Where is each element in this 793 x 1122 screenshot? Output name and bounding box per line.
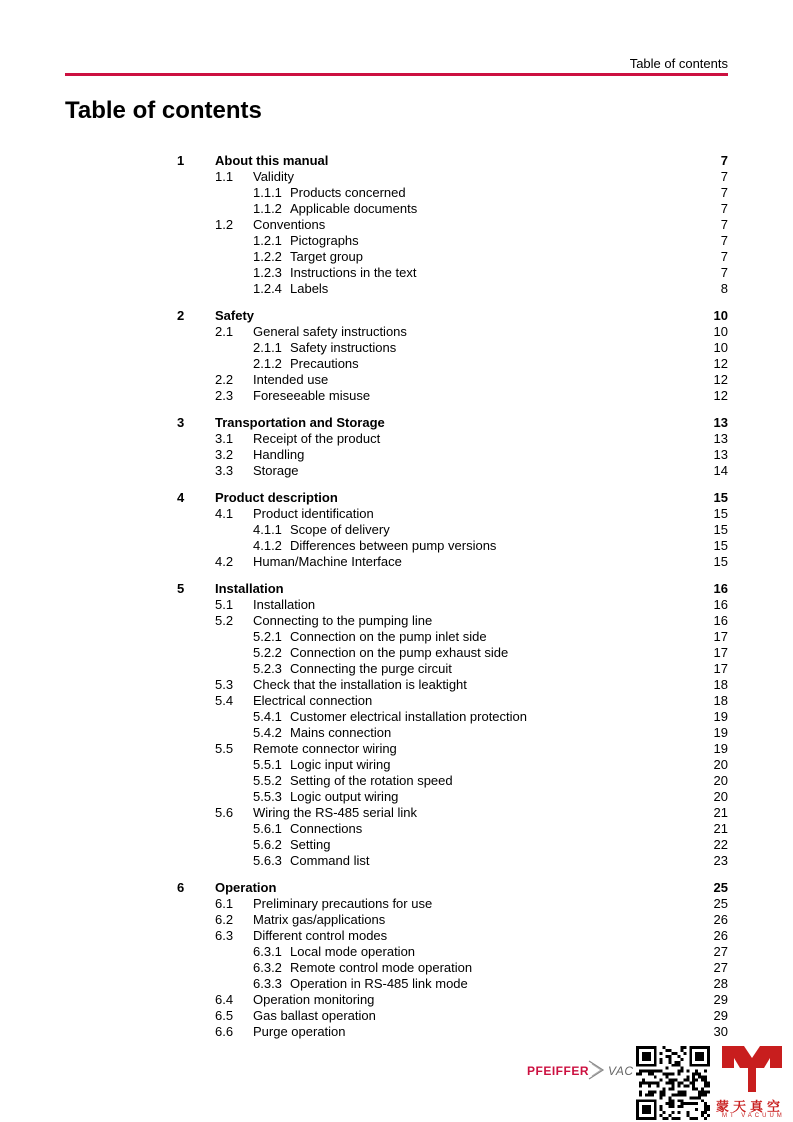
- toc-subsection-row[interactable]: [0, 201, 793, 217]
- toc-entry-page: 13: [713, 447, 728, 462]
- toc-chapter-row[interactable]: [0, 415, 793, 431]
- toc-entry-page: 25: [713, 896, 728, 911]
- toc-entry-number: 2.1.2: [253, 356, 282, 371]
- toc-entry-number: 5.2.3: [253, 661, 282, 676]
- toc-entry-page: 7: [720, 201, 728, 216]
- toc-subsection-row[interactable]: [0, 340, 793, 356]
- toc-entry-number: 6.2: [215, 912, 234, 927]
- toc-subsection-row[interactable]: [0, 853, 793, 869]
- toc-subsection-row[interactable]: [0, 645, 793, 661]
- toc-entry-title: Human/Machine Interface: [253, 554, 402, 569]
- toc-entry-number: 5.6.1: [253, 821, 282, 836]
- toc-subsection-row[interactable]: [0, 773, 793, 789]
- toc-entry-title: Installation: [253, 597, 316, 612]
- toc-subsection-row[interactable]: [0, 661, 793, 677]
- toc-entry-page: 8: [720, 281, 728, 296]
- toc-entry-number: 5.5.3: [253, 789, 282, 804]
- toc-entry-title: Customer electrical installation protection: [290, 709, 527, 724]
- toc-entry-page: 10: [713, 324, 728, 339]
- toc-entry-title: Connecting to the pumping line: [253, 613, 433, 628]
- toc-chapter-row[interactable]: [0, 880, 793, 896]
- toc-entry-title: Installation: [215, 581, 284, 596]
- toc-entry-page: 21: [713, 821, 728, 836]
- toc-entry-title: Validity: [253, 169, 294, 184]
- toc-subsection-row[interactable]: [0, 789, 793, 805]
- toc-entry-number: 5.2: [215, 613, 234, 628]
- toc-entry-title: Connection on the pump inlet side: [290, 629, 487, 644]
- toc-entry-page: 17: [713, 629, 728, 644]
- toc-entry-page: 7: [720, 265, 728, 280]
- toc-entry-title: Transportation and Storage: [215, 415, 385, 430]
- pfeiffer-arrow-icon: [588, 1059, 606, 1081]
- toc-entry-page: 22: [713, 837, 728, 852]
- toc-entry-title: Product description: [215, 490, 338, 505]
- toc-section-row[interactable]: [0, 928, 793, 944]
- toc-chapter: [0, 308, 793, 404]
- toc-subsection-row[interactable]: [0, 538, 793, 554]
- toc-entry-title: Labels: [290, 281, 329, 296]
- toc-entry-title: Logic input wiring: [290, 757, 391, 772]
- toc-entry-title: Check that the installation is leaktight: [253, 677, 467, 692]
- toc-subsection-row[interactable]: [0, 725, 793, 741]
- toc-entry-number: 6.6: [215, 1024, 234, 1039]
- toc-section-row[interactable]: [0, 169, 793, 185]
- toc-entry-page: 17: [713, 645, 728, 660]
- toc-entry-title: Wiring the RS-485 serial link: [253, 805, 418, 820]
- toc-entry-number: 5.3: [215, 677, 234, 692]
- toc-section-row[interactable]: [0, 741, 793, 757]
- toc-entry-number: 5.4: [215, 693, 234, 708]
- toc-entry-title: Safety instructions: [290, 340, 397, 355]
- toc-subsection-row[interactable]: [0, 837, 793, 853]
- header-rule: [65, 73, 728, 76]
- toc-entry-page: 10: [713, 308, 728, 323]
- toc-chapter: [0, 490, 793, 570]
- mt-vacuum-logo-icon: [720, 1044, 784, 1094]
- toc-subsection-row[interactable]: [0, 629, 793, 645]
- toc-entry-number: 5.5: [215, 741, 234, 756]
- toc-entry-page: 7: [720, 169, 728, 184]
- toc-entry-page: 12: [713, 372, 728, 387]
- toc-entry-title: Products concerned: [290, 185, 406, 200]
- toc-entry-number: 2.1.1: [253, 340, 282, 355]
- toc-section-row[interactable]: [0, 1008, 793, 1024]
- toc-entry-title: Purge operation: [253, 1024, 346, 1039]
- toc-entry-title: Conventions: [253, 217, 326, 232]
- toc-entry-title: Operation: [215, 880, 277, 895]
- toc-entry-title: Instructions in the text: [290, 265, 417, 280]
- toc-entry-page: 15: [713, 506, 728, 521]
- toc-entry-page: 25: [713, 880, 728, 895]
- toc-entry-number: 5.6.3: [253, 853, 282, 868]
- toc-entry-title: Target group: [290, 249, 363, 264]
- toc-entry-number: 3.1: [215, 431, 234, 446]
- toc-section-row[interactable]: [0, 431, 793, 447]
- toc-entry-number: 6: [177, 880, 185, 895]
- toc-entry-number: 5.5.2: [253, 773, 282, 788]
- toc-chapter-row[interactable]: [0, 308, 793, 324]
- toc-entry-number: 2.1: [215, 324, 234, 339]
- toc-entry-number: 5.4.1: [253, 709, 282, 724]
- toc-entry-page: 16: [713, 597, 728, 612]
- toc-entry-page: 21: [713, 805, 728, 820]
- toc-entry-number: 1.2.3: [253, 265, 282, 280]
- pfeiffer-vacuum-text: VAC: [608, 1064, 634, 1078]
- toc-entry-title: Pictographs: [290, 233, 359, 248]
- toc-entry-number: 3.2: [215, 447, 234, 462]
- toc-entry-number: 6.5: [215, 1008, 234, 1023]
- toc-entry-number: 1.2.1: [253, 233, 282, 248]
- toc-entry-title: About this manual: [215, 153, 329, 168]
- toc-section-row[interactable]: [0, 388, 793, 404]
- toc-chapter: [0, 581, 793, 869]
- toc-subsection-row[interactable]: [0, 944, 793, 960]
- toc-subsection-row[interactable]: [0, 960, 793, 976]
- toc-entry-page: 27: [713, 960, 728, 975]
- toc-section-row[interactable]: [0, 372, 793, 388]
- toc-entry-page: 19: [713, 725, 728, 740]
- toc-entry-number: 6.1: [215, 896, 234, 911]
- toc-entry-page: 27: [713, 944, 728, 959]
- toc-subsection-row[interactable]: [0, 265, 793, 281]
- toc-entry-title: Setting of the rotation speed: [290, 773, 453, 788]
- toc-entry-number: 2.2: [215, 372, 234, 387]
- toc-entry-title: Storage: [253, 463, 299, 478]
- toc-subsection-row[interactable]: [0, 976, 793, 992]
- toc-entry-number: 4.2: [215, 554, 234, 569]
- toc-chapter: [0, 880, 793, 1040]
- toc-entry-page: 29: [713, 992, 728, 1007]
- toc-entry-page: 26: [713, 928, 728, 943]
- toc-entry-title: Operation in RS-485 link mode: [290, 976, 468, 991]
- toc-entry-number: 1: [177, 153, 185, 168]
- toc-section-row[interactable]: [0, 506, 793, 522]
- toc-subsection-row[interactable]: [0, 281, 793, 297]
- toc-entry-page: 29: [713, 1008, 728, 1023]
- toc-entry-number: 3.3: [215, 463, 234, 478]
- toc-entry-title: Matrix gas/applications: [253, 912, 386, 927]
- toc-entry-page: 12: [713, 356, 728, 371]
- toc-subsection-row[interactable]: [0, 356, 793, 372]
- toc-subsection-row[interactable]: [0, 709, 793, 725]
- toc-entry-page: 20: [713, 789, 728, 804]
- toc-entry-page: 13: [713, 415, 728, 430]
- toc-entry-page: 12: [713, 388, 728, 403]
- toc-entry-title: Gas ballast operation: [253, 1008, 376, 1023]
- toc-entry-page: 17: [713, 661, 728, 676]
- toc-entry-number: 6.3: [215, 928, 234, 943]
- qr-code-icon: [636, 1046, 710, 1120]
- toc-entry-title: Local mode operation: [290, 944, 416, 959]
- toc-entry-number: 6.3.3: [253, 976, 282, 991]
- toc-entry-title: Connections: [290, 821, 363, 836]
- toc-entry-title: Preliminary precautions for use: [253, 896, 433, 911]
- toc-entry-page: 7: [720, 249, 728, 264]
- toc-chapter: [0, 153, 793, 297]
- toc-entry-number: 4.1.1: [253, 522, 282, 537]
- table-of-contents: [0, 153, 793, 1051]
- toc-entry-title: Precautions: [290, 356, 359, 371]
- toc-entry-number: 5.2.2: [253, 645, 282, 660]
- toc-section-row[interactable]: [0, 554, 793, 570]
- toc-entry-page: 16: [713, 581, 728, 596]
- toc-entry-number: 5.6.2: [253, 837, 282, 852]
- toc-entry-number: 5.5.1: [253, 757, 282, 772]
- toc-entry-number: 1.2.2: [253, 249, 282, 264]
- toc-entry-number: 5: [177, 581, 185, 596]
- toc-entry-title: Connecting the purge circuit: [290, 661, 452, 676]
- toc-entry-page: 15: [713, 554, 728, 569]
- toc-entry-page: 19: [713, 741, 728, 756]
- mt-vacuum-logo-chinese: 蒙天真空: [716, 1099, 785, 1114]
- toc-entry-number: 2.3: [215, 388, 234, 403]
- toc-section-row[interactable]: [0, 447, 793, 463]
- toc-entry-title: Product identification: [253, 506, 374, 521]
- toc-entry-page: 16: [713, 613, 728, 628]
- toc-entry-title: Scope of delivery: [290, 522, 390, 537]
- toc-entry-title: Foreseeable misuse: [253, 388, 371, 403]
- page-title: Table of contents: [65, 97, 262, 124]
- toc-section-row[interactable]: [0, 324, 793, 340]
- pfeiffer-logo: PFEIFFER: [527, 1064, 590, 1078]
- toc-entry-page: 7: [720, 153, 728, 168]
- toc-entry-page: 20: [713, 757, 728, 772]
- toc-subsection-row[interactable]: [0, 249, 793, 265]
- toc-entry-page: 7: [720, 217, 728, 232]
- toc-chapter: [0, 415, 793, 479]
- running-header: Table of contents: [629, 56, 728, 71]
- toc-entry-number: 4: [177, 490, 185, 505]
- toc-entry-page: 15: [713, 522, 728, 537]
- toc-section-row[interactable]: [0, 677, 793, 693]
- toc-entry-title: Electrical connection: [253, 693, 373, 708]
- toc-section-row[interactable]: [0, 613, 793, 629]
- toc-entry-page: 23: [713, 853, 728, 868]
- toc-entry-page: 28: [713, 976, 728, 991]
- toc-entry-title: Remote connector wiring: [253, 741, 397, 756]
- toc-entry-number: 6.3.1: [253, 944, 282, 959]
- toc-entry-page: 15: [713, 490, 728, 505]
- toc-entry-number: 4.1: [215, 506, 234, 521]
- toc-entry-number: 1.2.4: [253, 281, 282, 296]
- toc-entry-number: 1.1: [215, 169, 234, 184]
- toc-entry-number: 5.4.2: [253, 725, 282, 740]
- toc-chapter-row[interactable]: [0, 490, 793, 506]
- toc-subsection-row[interactable]: [0, 821, 793, 837]
- toc-entry-number: 1.1.1: [253, 185, 282, 200]
- toc-chapter-row[interactable]: [0, 581, 793, 597]
- toc-entry-title: Operation monitoring: [253, 992, 375, 1007]
- toc-entry-title: Logic output wiring: [290, 789, 399, 804]
- toc-entry-page: 26: [713, 912, 728, 927]
- toc-entry-page: 18: [713, 677, 728, 692]
- toc-entry-page: 15: [713, 538, 728, 553]
- toc-entry-title: Intended use: [253, 372, 329, 387]
- toc-entry-number: 2: [177, 308, 185, 323]
- toc-entry-number: 5.2.1: [253, 629, 282, 644]
- toc-section-row[interactable]: [0, 912, 793, 928]
- toc-entry-page: 18: [713, 693, 728, 708]
- toc-entry-title: Setting: [290, 837, 331, 852]
- toc-entry-page: 7: [720, 233, 728, 248]
- toc-entry-page: 13: [713, 431, 728, 446]
- toc-entry-title: Mains connection: [290, 725, 392, 740]
- toc-entry-number: 6.3.2: [253, 960, 282, 975]
- toc-subsection-row[interactable]: [0, 233, 793, 249]
- toc-entry-title: Command list: [290, 853, 370, 868]
- toc-entry-number: 1.1.2: [253, 201, 282, 216]
- toc-chapter-row[interactable]: [0, 153, 793, 169]
- toc-entry-title: Receipt of the product: [253, 431, 381, 446]
- toc-section-row[interactable]: [0, 992, 793, 1008]
- mt-vacuum-logo-english: MT VACUUM: [722, 1113, 785, 1119]
- toc-entry-page: 19: [713, 709, 728, 724]
- toc-entry-title: Handling: [253, 447, 305, 462]
- toc-entry-page: 10: [713, 340, 728, 355]
- toc-entry-title: Safety: [215, 308, 255, 323]
- toc-entry-number: 6.4: [215, 992, 234, 1007]
- footer: [0, 1040, 793, 1122]
- toc-entry-page: 14: [713, 463, 728, 478]
- toc-entry-title: Remote control mode operation: [290, 960, 473, 975]
- toc-section-row[interactable]: [0, 896, 793, 912]
- toc-subsection-row[interactable]: [0, 522, 793, 538]
- toc-section-row[interactable]: [0, 693, 793, 709]
- toc-subsection-row[interactable]: [0, 757, 793, 773]
- toc-entry-title: Differences between pump versions: [290, 538, 497, 553]
- toc-entry-page: 30: [713, 1024, 728, 1039]
- toc-section-row[interactable]: [0, 597, 793, 613]
- toc-section-row[interactable]: [0, 1024, 793, 1040]
- toc-entry-page: 7: [720, 185, 728, 200]
- toc-subsection-row[interactable]: [0, 185, 793, 201]
- toc-section-row[interactable]: [0, 217, 793, 233]
- toc-entry-number: 3: [177, 415, 185, 430]
- toc-entry-title: Different control modes: [253, 928, 388, 943]
- toc-section-row[interactable]: [0, 805, 793, 821]
- toc-entry-number: 5.1: [215, 597, 234, 612]
- toc-entry-number: 5.6: [215, 805, 234, 820]
- toc-entry-title: General safety instructions: [253, 324, 407, 339]
- toc-entry-number: 4.1.2: [253, 538, 282, 553]
- toc-section-row[interactable]: [0, 463, 793, 479]
- toc-entry-page: 20: [713, 773, 728, 788]
- toc-entry-title: Connection on the pump exhaust side: [290, 645, 509, 660]
- toc-entry-number: 1.2: [215, 217, 234, 232]
- toc-entry-title: Applicable documents: [290, 201, 418, 216]
